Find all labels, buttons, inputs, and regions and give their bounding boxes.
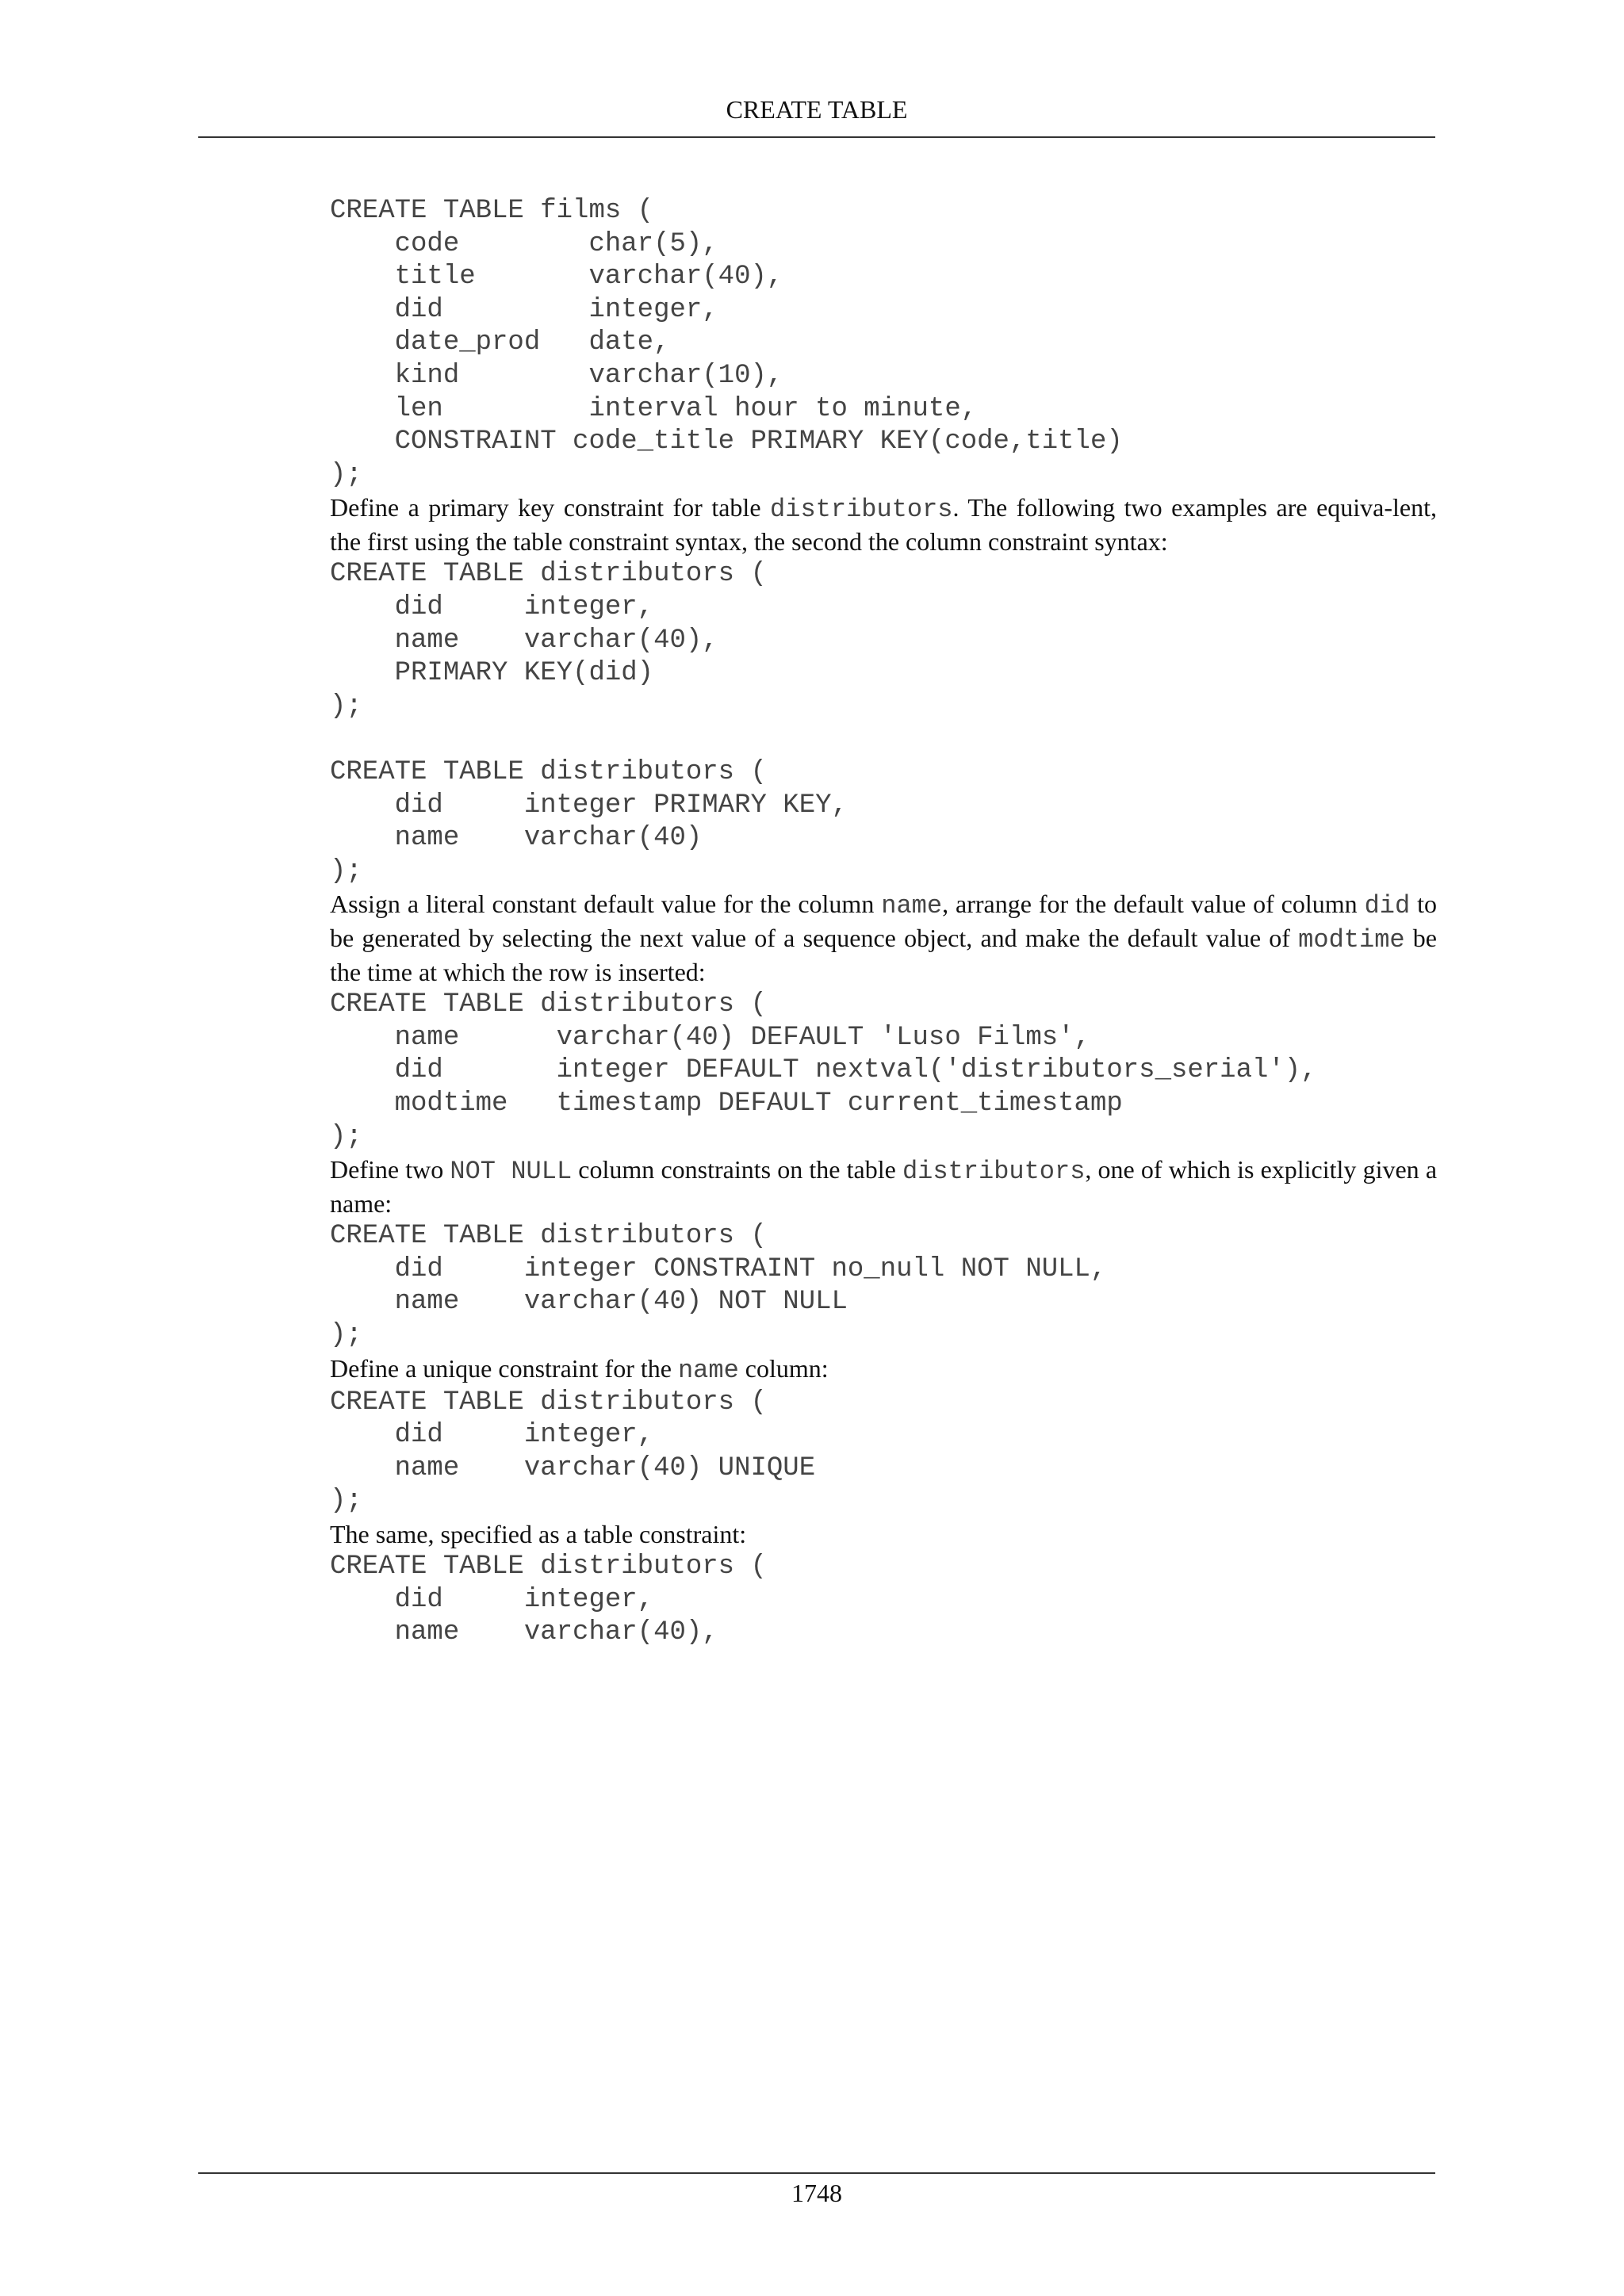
inline-code: distributors [902,1157,1086,1187]
page-content [330,195,1437,1650]
text-segment: , one of which is explicitly given a name: [330,1155,1438,1219]
text-segment: Define a unique constraint for the [330,1353,678,1383]
text-segment: Define a primary key constraint for table [330,493,771,522]
code-example-films: CREATE TABLE films ( code char(5), title varchar(40), did integer, date_prod date, kind varchar(10), len interval hour to minute, CONSTRAINT code_title PRIMARY KEY(code,title) ); [330,196,1123,490]
running-header: CREATE TABLE [726,95,908,124]
text-segment: Define two [330,1155,450,1184]
inline-code: NOT NULL [450,1157,573,1187]
text-segment: column constraints on the table [572,1155,902,1184]
inline-code: modtime [1298,925,1405,955]
paragraph-primary-key [330,492,1437,558]
paragraph-table-constraint [330,1518,1437,1551]
text-segment: to be generated by selecting the next value of a sequence object, and make the default value of [330,890,1438,953]
code-example-unique: CREATE TABLE distributors ( did integer, name varchar(40) UNIQUE ); [330,1387,816,1517]
text-segment: . The following two examples are equiva-lent, the first using the table constraint syntax, the second the column constraint syntax: [330,493,1438,557]
text-segment: column: [738,1353,829,1383]
paragraph-not-null [330,1154,1437,1220]
text-segment: , arrange for the default value of column [942,890,1365,919]
text-segment: The same, specified as a table constraint: [330,1520,747,1548]
code-example-defaults: CREATE TABLE distributors ( name varchar(40) DEFAULT 'Luso Films', did integer DEFAULT nextval('distributors_serial'), modtime timestamp DEFAULT current_timestamp ); [330,989,1317,1152]
text-segment: Assign a literal constant default value for the column [330,890,882,919]
paragraph-default-values [330,888,1437,989]
inline-code: did [1364,891,1411,921]
footer-rule [198,2172,1435,2174]
code-example-unique-table: CREATE TABLE distributors ( did integer, name varchar(40), [330,1552,767,1648]
header-rule [198,136,1435,138]
code-example-not-null: CREATE TABLE distributors ( did integer CONSTRAINT no_null NOT NULL, name varchar(40) NOT NULL ); [330,1221,1107,1351]
code-example-primary-key: CREATE TABLE distributors ( did integer, name varchar(40), PRIMARY KEY(did) ); CREATE TABLE distributors ( did integer PRIMARY KEY, name varchar(40) ); [330,559,848,886]
paragraph-unique-column [330,1353,1437,1387]
inline-code: name [881,891,943,921]
page-number: 1748 [791,2179,842,2207]
inline-code: name [677,1355,739,1385]
inline-code: distributors [770,495,953,525]
text-segment: be the time at which the row is inserted: [330,924,1438,987]
